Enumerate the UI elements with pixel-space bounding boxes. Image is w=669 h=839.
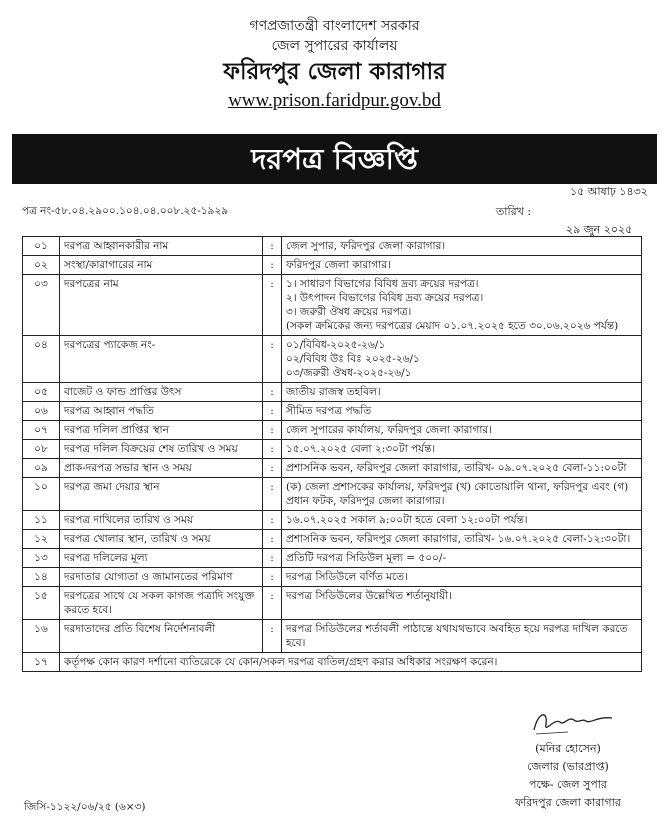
- row-serial: ০৪: [23, 336, 60, 383]
- table-row: [23, 459, 642, 478]
- notice-title-banner: দরপত্র বিজ্ঞপ্তি: [12, 134, 657, 184]
- authority-reservation-note: কর্তৃপক্ষ কোন কারণ দর্শানো ব্যতিরেকে যে কোন/সকল দরপত্র বাতিল/গ্রহণ করার অধিকার সংরক্ষণ করেন।: [60, 653, 642, 672]
- table-row: [23, 383, 642, 402]
- prison-name: ফরিদপুর জেলা কারাগার: [223, 58, 446, 85]
- print-code: জিসি-১১২২/০৬/২৫ (৬×৩): [24, 801, 146, 813]
- row-colon: :: [263, 237, 282, 256]
- row-colon: :: [263, 549, 282, 568]
- row-colon: :: [263, 275, 282, 336]
- row-label: দরপত্র দাখিলের তারিখ ও সময়: [60, 511, 263, 530]
- row-serial: ১০: [23, 478, 60, 511]
- row-value: [282, 275, 642, 336]
- row-value-line: দরপত্র সিডিউলে বর্ণিত মতে।: [286, 571, 408, 583]
- row-serial: ১৬: [23, 620, 60, 653]
- row-label: দরপত্র দলিল বিক্রয়ের শেষ তারিখ ও সময়: [60, 440, 263, 459]
- row-value-line: প্রশাসনিক ভবন, ফরিদপুর জেলা কারাগার, তারিখ- ১৬.০৭.২০২৫ বেলা-১২:৩০টা।: [286, 533, 631, 545]
- row-colon: :: [263, 478, 282, 511]
- row-label: দরপত্রের সাথে যে সকল কাগজ পত্রাদি সংযুক্ত করতে হবে।: [60, 587, 263, 620]
- row-colon: :: [263, 440, 282, 459]
- row-label: দরপত্রের নাম: [60, 275, 263, 336]
- table-row: [23, 478, 642, 511]
- row-colon: :: [263, 421, 282, 440]
- row-value: [282, 402, 642, 421]
- row-label: দরদাতাদের প্রতি বিশেষ নির্দেশনাবলী: [60, 620, 263, 653]
- date-english: ২৯ জুন ২০২৫: [566, 223, 633, 236]
- row-label: দরপত্র খোলার স্থান, তারিখ ও সময়: [60, 530, 263, 549]
- row-value: [282, 568, 642, 587]
- row-value-line: (সকল ক্রমিকের জন্য দরপত্রের মেয়াদ ০১.০৭.২০২৫ হতে ৩০.০৬.২০২৬ পর্যন্ত): [286, 320, 619, 332]
- row-label: প্রাক-দরপত্র সভার স্থান ও সময়: [60, 459, 263, 478]
- row-value-line: (ক) জেলা প্রশাসকের কার্যালয়, ফরিদপুর (খ) কোতোয়ালি থানা, ফরিদপুর এবং (গ) প্রধান ফটক, ফরিদপুর জেলা কারাগার।: [286, 481, 629, 507]
- row-value-line: প্রশাসনিক ভবন, ফরিদপুর জেলা কারাগার, তারিখ- ০৯.০৭.২০২৫ বেলা-১১:০০টা: [286, 462, 627, 474]
- row-value: [282, 440, 642, 459]
- row-value-line: ফরিদপুর জেলা কারাগার।: [286, 259, 391, 271]
- row-value: [282, 256, 642, 275]
- row-value-line: জেল সুপারের কার্যালয়, ফরিদপুর জেলা কারাগার।: [286, 424, 492, 436]
- row-serial: ১৩: [23, 549, 60, 568]
- table-row: [23, 421, 642, 440]
- row-value-line: ০১/বিবিধ-২০২৫-২৬/১: [286, 339, 386, 351]
- signatory-on-behalf: পক্ষে- জেল সুপার: [529, 778, 607, 791]
- row-value-line: দরপত্র সিডিউলের উল্লেখিত শর্তানুযায়ী।: [286, 590, 452, 602]
- row-label: সংস্থা/কারাগারের নাম: [60, 256, 263, 275]
- table-row: [23, 336, 642, 383]
- table-row: [23, 237, 642, 256]
- row-value-line: ২। উৎপাদন বিভাগের বিবিধ দ্রব্য ক্রয়ের দরপত্র।: [286, 292, 484, 304]
- signature-block: [498, 740, 638, 812]
- table-row: [23, 587, 642, 620]
- row-serial: ১৭: [23, 653, 60, 672]
- row-serial: ০৩: [23, 275, 60, 336]
- government-name: গণপ্রজাতন্ত্রী বাংলাদেশ সরকার: [249, 18, 420, 34]
- row-value-line: ০২/বিবিধ উঃ বিঃ ২০২৫-২৬/১: [286, 353, 420, 365]
- date-label: তারিখ :: [496, 205, 532, 218]
- row-value-line: ০৩/জরুরী ঔষধ-২০২৫-২৬/১: [286, 367, 412, 379]
- row-serial: ১২: [23, 530, 60, 549]
- table-row: [23, 568, 642, 587]
- row-serial: ০৯: [23, 459, 60, 478]
- tender-details-table: [22, 236, 642, 672]
- row-value-line: দরপত্র সিডিউলের শর্তাবলী পাঠান্তে যথাযথভাবে অবহিত হয়ে দরপত্র দাখিল করতে হবে।: [286, 623, 628, 649]
- row-serial: ০৮: [23, 440, 60, 459]
- row-colon: :: [263, 256, 282, 275]
- signature-scribble: [528, 708, 618, 738]
- row-colon: :: [263, 459, 282, 478]
- row-serial: ০৭: [23, 421, 60, 440]
- row-colon: :: [263, 511, 282, 530]
- row-label: দরদাতার যোগ্যতা ও জামানতের পরিমাণ: [60, 568, 263, 587]
- row-label: বাজেট ও ফান্ড প্রাপ্তির উৎস: [60, 383, 263, 402]
- row-value-line: ১৬.০৭.২০২৫ সকাল ৯:০০টা হতে বেলা ১২:০০টা পর্যন্ত।: [286, 514, 528, 526]
- table-row: [23, 511, 642, 530]
- table-row: [23, 549, 642, 568]
- row-value-line: জাতীয় রাজস্ব তহবিল।: [286, 386, 381, 398]
- row-colon: :: [263, 530, 282, 549]
- row-label: দরপত্র দলিলের মূল্য: [60, 549, 263, 568]
- row-value-line: সীমিত দরপত্র পদ্ধতি: [286, 405, 372, 417]
- table-row: [23, 402, 642, 421]
- row-value: [282, 530, 642, 549]
- row-value-line: ১। সাধারণ বিভাগের বিবিধ দ্রব্য ক্রয়ের দরপত্র।: [286, 278, 479, 290]
- row-value-line: প্রতিটি দরপত্র সিডিউল মূল্য = ৫০০/-: [286, 552, 446, 564]
- row-value: [282, 421, 642, 440]
- row-serial: ০৫: [23, 383, 60, 402]
- row-serial: ১১: [23, 511, 60, 530]
- row-colon: :: [263, 336, 282, 383]
- row-value: [282, 336, 642, 383]
- row-value: [282, 237, 642, 256]
- row-serial: ০৬: [23, 402, 60, 421]
- signatory-name: (মনির হোসেন): [535, 742, 601, 755]
- row-value: [282, 459, 642, 478]
- signatory-designation: জেলার (ভারপ্রাপ্ত): [527, 760, 609, 773]
- table-row: [23, 256, 642, 275]
- row-value-line: ১৫.০৭.২০২৫ বেলা ২:৩০টা পর্যন্ত।: [286, 443, 436, 455]
- row-value: [282, 478, 642, 511]
- row-label: দরপত্র দলিল প্রাপ্তির স্থান: [60, 421, 263, 440]
- row-value-line: ৩। জরুরী ঔষধ ক্রয়ের দরপত্র।: [286, 306, 412, 318]
- row-colon: :: [263, 587, 282, 620]
- row-serial: ০১: [23, 237, 60, 256]
- row-value: [282, 549, 642, 568]
- row-label: দরপত্র আহ্বানকারীর নাম: [60, 237, 263, 256]
- row-value: [282, 511, 642, 530]
- row-serial: ১৫: [23, 587, 60, 620]
- table-row: [23, 620, 642, 653]
- letterhead: [0, 16, 669, 114]
- table-row: [23, 440, 642, 459]
- memo-reference: পত্র নং-৫৮.০৪.২৯০০.১০৪.০৪.০০৮.২৫-১৯২৯: [22, 205, 229, 217]
- row-colon: :: [263, 620, 282, 653]
- office-name: জেল সুপারের কার্যালয়: [271, 38, 398, 54]
- website-link[interactable]: www.prison.faridpur.gov.bd: [228, 90, 441, 111]
- row-value-line: জেল সুপার, ফরিদপুর জেলা কারাগার।: [286, 240, 446, 252]
- row-value: [282, 587, 642, 620]
- row-value: [282, 383, 642, 402]
- row-colon: :: [263, 568, 282, 587]
- signatory-office: ফরিদপুর জেলা কারাগার: [515, 796, 621, 809]
- table-row: [23, 275, 642, 336]
- row-label: দরপত্র আহ্বান পদ্ধতি: [60, 402, 263, 421]
- row-serial: ০২: [23, 256, 60, 275]
- row-label: দরপত্র জমা দেয়ার স্থান: [60, 478, 263, 511]
- row-value: [282, 620, 642, 653]
- date-bangla: ১৫ আষাঢ় ১৪৩২: [570, 185, 648, 198]
- row-colon: :: [263, 402, 282, 421]
- table-row: [23, 530, 642, 549]
- row-serial: ১৪: [23, 568, 60, 587]
- table-row: [23, 653, 642, 672]
- row-label: দরপত্রের প্যাকেজ নং-: [60, 336, 263, 383]
- row-colon: :: [263, 383, 282, 402]
